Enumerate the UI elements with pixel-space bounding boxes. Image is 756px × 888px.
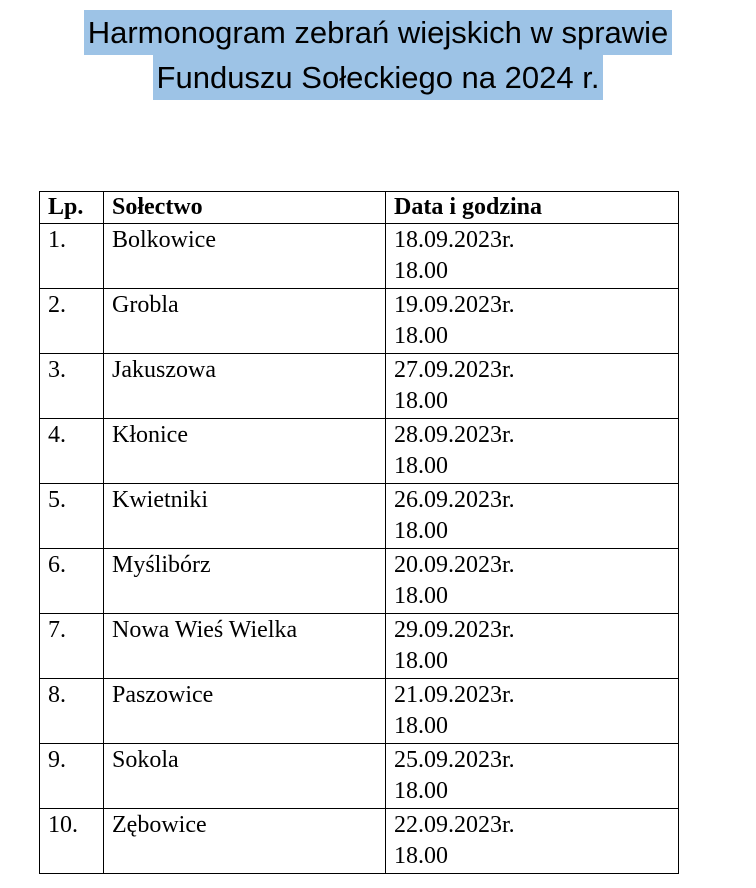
table-row bbox=[40, 679, 679, 744]
cell-lp: 10. bbox=[40, 809, 104, 874]
cell-solectwo: Paszowice bbox=[104, 679, 386, 744]
meeting-time: 18.00 bbox=[394, 323, 448, 349]
cell-date-time bbox=[386, 549, 679, 614]
cell-date-time bbox=[386, 679, 679, 744]
table-header-row bbox=[40, 192, 679, 224]
meeting-time: 18.00 bbox=[394, 778, 448, 804]
cell-lp: 6. bbox=[40, 549, 104, 614]
meeting-time: 18.00 bbox=[394, 713, 448, 739]
cell-solectwo: Bolkowice bbox=[104, 224, 386, 289]
cell-date-time bbox=[386, 419, 679, 484]
meeting-time: 18.00 bbox=[394, 258, 448, 284]
cell-lp: 8. bbox=[40, 679, 104, 744]
cell-solectwo: Nowa Wieś Wielka bbox=[104, 614, 386, 679]
table-row bbox=[40, 484, 679, 549]
meeting-time: 18.00 bbox=[394, 453, 448, 479]
cell-lp: 4. bbox=[40, 419, 104, 484]
header-date-time: Data i godzina bbox=[386, 192, 679, 224]
cell-lp: 3. bbox=[40, 354, 104, 419]
header-lp: Lp. bbox=[40, 192, 104, 224]
cell-solectwo: Kłonice bbox=[104, 419, 386, 484]
table-row bbox=[40, 549, 679, 614]
meeting-date: 21.09.2023r. bbox=[394, 682, 515, 708]
meeting-date: 28.09.2023r. bbox=[394, 422, 515, 448]
meeting-time: 18.00 bbox=[394, 583, 448, 609]
table-row bbox=[40, 614, 679, 679]
table-row bbox=[40, 419, 679, 484]
cell-solectwo: Grobla bbox=[104, 289, 386, 354]
meeting-time: 18.00 bbox=[394, 843, 448, 869]
title-line-1: Harmonogram zebrań wiejskich w sprawie bbox=[84, 10, 673, 55]
header-solectwo: Sołectwo bbox=[104, 192, 386, 224]
table-row bbox=[40, 744, 679, 809]
cell-solectwo: Myślibórz bbox=[104, 549, 386, 614]
cell-lp: 5. bbox=[40, 484, 104, 549]
schedule-table bbox=[39, 191, 679, 874]
cell-solectwo: Zębowice bbox=[104, 809, 386, 874]
cell-lp: 9. bbox=[40, 744, 104, 809]
table-body bbox=[40, 224, 679, 874]
document-title bbox=[0, 10, 756, 100]
cell-solectwo: Kwietniki bbox=[104, 484, 386, 549]
meeting-time: 18.00 bbox=[394, 648, 448, 674]
meeting-date: 27.09.2023r. bbox=[394, 357, 515, 383]
cell-date-time bbox=[386, 809, 679, 874]
meeting-time: 18.00 bbox=[394, 518, 448, 544]
table-row bbox=[40, 224, 679, 289]
cell-lp: 7. bbox=[40, 614, 104, 679]
meeting-date: 18.09.2023r. bbox=[394, 227, 515, 253]
cell-date-time bbox=[386, 224, 679, 289]
meeting-date: 29.09.2023r. bbox=[394, 617, 515, 643]
table-row bbox=[40, 809, 679, 874]
cell-date-time bbox=[386, 354, 679, 419]
meeting-date: 19.09.2023r. bbox=[394, 292, 515, 318]
cell-date-time bbox=[386, 744, 679, 809]
cell-lp: 1. bbox=[40, 224, 104, 289]
meeting-time: 18.00 bbox=[394, 388, 448, 414]
cell-solectwo: Jakuszowa bbox=[104, 354, 386, 419]
meeting-date: 25.09.2023r. bbox=[394, 747, 515, 773]
table-row bbox=[40, 289, 679, 354]
meeting-date: 20.09.2023r. bbox=[394, 552, 515, 578]
cell-lp: 2. bbox=[40, 289, 104, 354]
cell-date-time bbox=[386, 484, 679, 549]
meeting-date: 22.09.2023r. bbox=[394, 812, 515, 838]
cell-date-time bbox=[386, 289, 679, 354]
meeting-date: 26.09.2023r. bbox=[394, 487, 515, 513]
cell-solectwo: Sokola bbox=[104, 744, 386, 809]
cell-date-time bbox=[386, 614, 679, 679]
table-row bbox=[40, 354, 679, 419]
title-line-2: Funduszu Sołeckiego na 2024 r. bbox=[153, 55, 604, 100]
